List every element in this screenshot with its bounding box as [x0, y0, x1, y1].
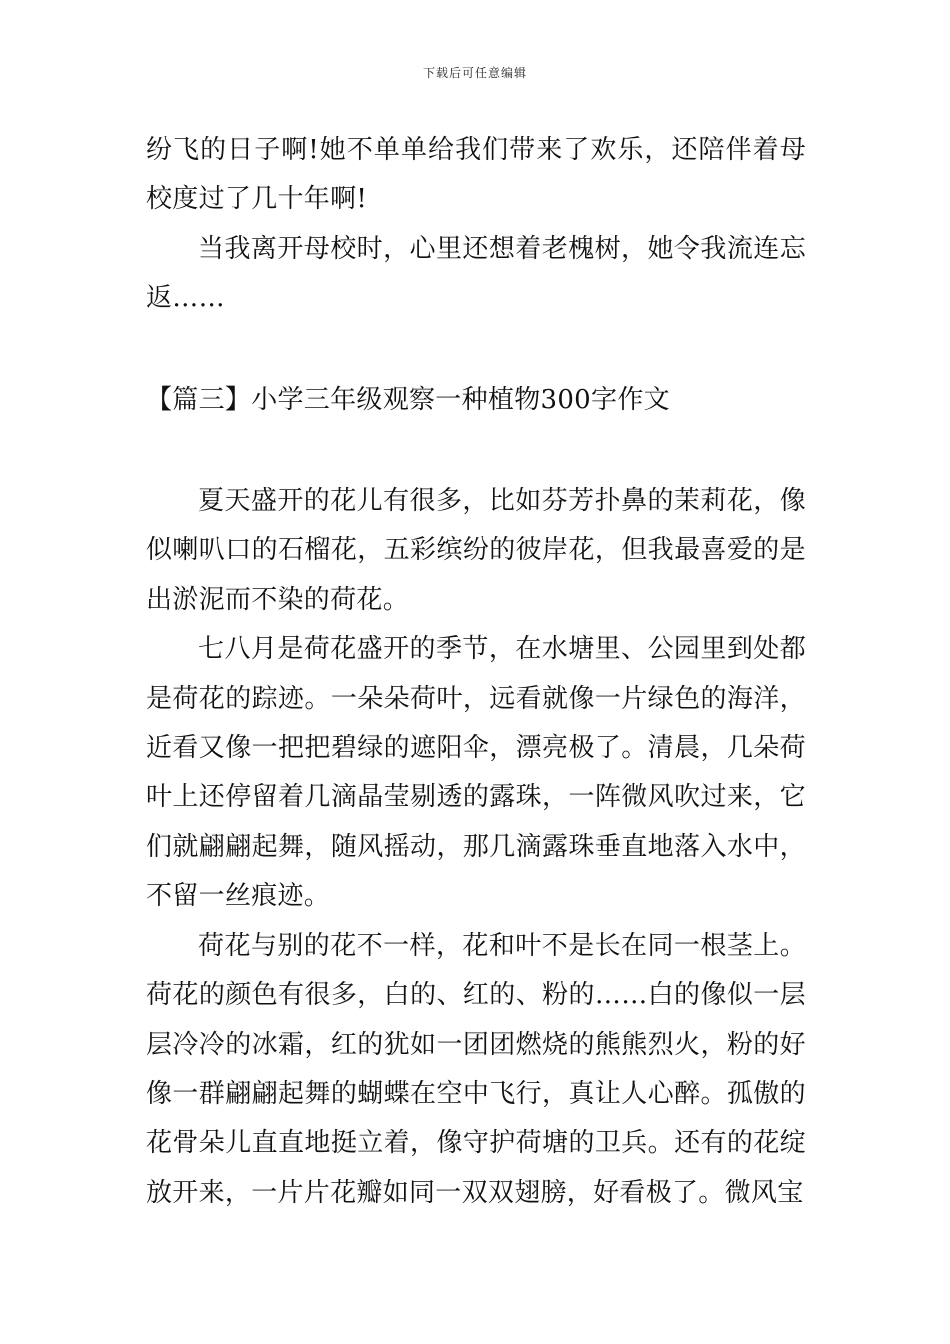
paragraph-5: 荷花与别的花不一样，花和叶不是长在同一根茎上。荷花的颜色有很多，白的、红的、粉的……白的像似一层层冷冷的冰霜，红的犹如一团团燃烧的熊熊烈火，粉的好像一群翩翩起舞的蝴蝶在空中飞行，真让人心醉。孤傲的花骨朵儿直直地挺立着，像守护荷塘的卫兵。还有的花绽放开来，一片片花瓣如同一双双翅膀，好看极了。微风宝: [146, 930, 806, 1208]
page-header: 下载后可任意编辑: [422, 66, 527, 80]
document-body: [146, 126, 806, 1218]
paragraph-4: 七八月是荷花盛开的季节，在水塘里、公园里到处都是荷花的踪迹。一朵朵荷叶，远看就像一片绿色的海洋，近看又像一把把碧绿的遮阳伞，漂亮极了。清晨，几朵荷叶上还停留着几滴晶莹剔透的露珠，一阵微风吹过来，它们就翩翩起舞，随风摇动，那几滴露珠垂直地落入水中，不留一丝痕迹。: [146, 634, 806, 912]
paragraph-3: 夏天盛开的花儿有很多，比如芬芳扑鼻的茉莉花，像似喇叭口的石榴花，五彩缤纷的彼岸花，但我最喜爱的是出淤泥而不染的荷花。: [146, 486, 806, 615]
spacer: [146, 324, 806, 376]
spacer: [146, 425, 806, 477]
paragraph-1: 纷飞的日子啊!她不单单给我们带来了欢乐，还陪伴着母校度过了几十年啊!: [146, 135, 806, 215]
section-title: 【篇三】小学三年级观察一种植物300字作文: [146, 384, 670, 415]
paragraph-2: 当我离开母校时，心里还想着老槐树，她令我流连忘返……: [146, 233, 806, 314]
